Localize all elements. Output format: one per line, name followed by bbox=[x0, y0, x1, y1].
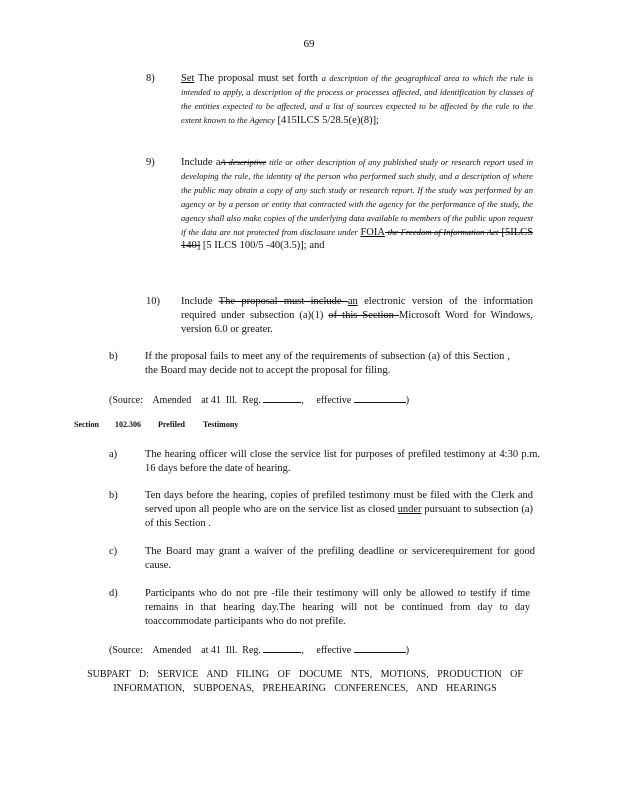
item-a-number: a) bbox=[109, 449, 118, 460]
item-10-number: 10) bbox=[146, 296, 160, 307]
item-8-text: Set The proposal must set forth a description of the geographical area to which the rule is intended to apply, a description of the process or processes affected, and identification by classes of the entities expected to be affected, and a list of sources expected to be affected by the rule to the extent known to the Agency [415ILCS 5/28.5(e)(8)]; bbox=[181, 73, 533, 126]
section-label: Section bbox=[74, 420, 99, 429]
item-9-foia: FOIA bbox=[360, 226, 385, 238]
section-title-2: Testimony bbox=[203, 420, 239, 429]
item-9-citation: [5 ILCS 100/5 -40(3.5)]; bbox=[200, 240, 307, 252]
item-9-number: 9) bbox=[146, 157, 155, 168]
item-9-deleted-text: A descriptive bbox=[220, 157, 267, 167]
item-d-text: Participants who do not pre -file their testimony will only be allowed to testify if time remains in that hearing day.The hearing will not be continued from day to day toaccommodate participants who do not prefile. bbox=[145, 588, 530, 627]
effective-blank bbox=[354, 393, 406, 403]
item-b2-number: b) bbox=[109, 490, 118, 501]
item-b-text: If the proposal fails to meet any of the requirements of subsection (a) of this Section , the Board may decide not to accept the proposal for filing. bbox=[145, 351, 510, 376]
item-a-text: The hearing officer will close the service list for purposes of prefiled testimony at 4:30 p.m. 16 days before the date of hearing. bbox=[145, 449, 540, 474]
reg-blank-2 bbox=[263, 643, 301, 653]
item-8-inserted-word: Set bbox=[181, 73, 195, 84]
section-number: 102.306 bbox=[115, 420, 141, 429]
item-8-citation: [415ILCS 5/28.5(e)(8)]; bbox=[274, 114, 379, 126]
item-8-number: 8) bbox=[146, 73, 155, 84]
subpart-heading: SUBPART D: SERVICE AND FILING OF DOCUME NTS, MOTIONS, PRODUCTION OF INFORMATION, SUBPOENAS, PREHEARING CONFERENCES, AND HEARINGS bbox=[87, 669, 523, 694]
item-9-text: Include aA descriptive title or other description of any published study or research report used in developing the rule, the identity of the person who performed such study, and a description of where the public may obtain a copy of any such study or research report. If the study was performed by an agency or by a person or entity that contracted with the agency for the performance of the study, the agency shall also make copies of the underlying data available to members of the public upon request if the data are not protected from disclosure under FOIA the Freedom of Information Act [5ILCS 140] [5 ILCS 100/5 -40(3.5)]; and bbox=[181, 157, 533, 252]
source-note-2: (Source: Amended at 41 Ill. Reg. , effective ) bbox=[109, 645, 410, 656]
item-10-text: Include The proposal must include an electronic version of the information required under subsection (a)(1) of this Section Microsoft Word for Windows, version 6.0 or greater. bbox=[181, 296, 534, 335]
item-c-number: c) bbox=[109, 546, 118, 557]
item-b-number: b) bbox=[109, 351, 118, 362]
item-10-deleted-text: The proposal must include bbox=[218, 296, 348, 307]
source-note: (Source: Amended at 41 Ill. Reg. , effective ) bbox=[109, 395, 410, 406]
reg-blank bbox=[263, 393, 301, 403]
effective-blank-2 bbox=[354, 643, 406, 653]
item-c-text: The Board may grant a waiver of the prefiling deadline or servicerequirement for good cause. bbox=[145, 546, 535, 571]
item-b2-text: Ten days before the hearing, copies of prefiled testimony must be filed with the Clerk and served upon all people who are on the service list as closed under pursuant to subsection (a) of this Section . bbox=[145, 490, 533, 529]
page-number: 69 bbox=[303, 38, 315, 50]
item-d-number: d) bbox=[109, 588, 118, 599]
section-title: Prefiled bbox=[158, 420, 185, 429]
